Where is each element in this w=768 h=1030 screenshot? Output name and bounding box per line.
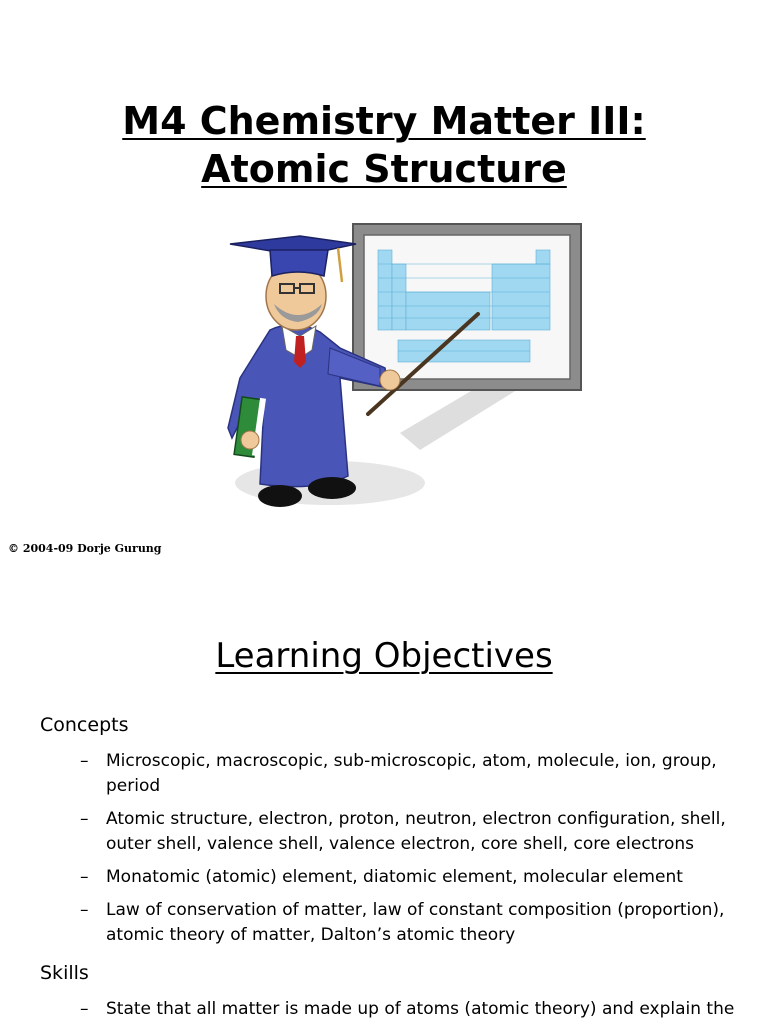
concepts-heading: Concepts: [40, 714, 129, 736]
bullet-dash: –: [80, 900, 89, 920]
learning-objectives-slide: [0, 575, 768, 1024]
concepts-list: [80, 749, 740, 956]
bullet-dash: –: [80, 867, 89, 887]
bullet-dash: –: [80, 809, 89, 829]
skills-list: [80, 997, 740, 1030]
title-line-1: M4 Chemistry Matter III:: [122, 99, 646, 144]
list-item: – Monatomic (atomic) element, diatomic element, molecular element: [80, 865, 740, 890]
slide-title: [0, 97, 768, 193]
skills-heading: Skills: [40, 962, 89, 984]
list-item: – Law of conservation of matter, law of constant composition (proportion), atomic theory of matter, Dalton’s atomic theory: [80, 900, 725, 945]
slide-title: Learning Objectives: [215, 636, 553, 676]
title-line-2: Atomic Structure: [201, 147, 567, 192]
list-item: – Microscopic, macroscopic, sub-microscopic, atom, molecule, ion, group, period: [80, 751, 717, 796]
copyright-notice: © 2004-09 Dorje Gurung: [8, 542, 162, 555]
list-item: – Atomic structure, electron, proton, neutron, electron configuration, shell, outer shell, valence shell, valence electron, core shell, core electrons: [80, 809, 726, 854]
bullet-dash: –: [80, 751, 89, 771]
bullet-dash: –: [80, 999, 89, 1019]
list-item: – State that all matter is made up of atoms (atomic theory) and explain the: [80, 997, 740, 1022]
professor-illustration: [220, 218, 590, 518]
